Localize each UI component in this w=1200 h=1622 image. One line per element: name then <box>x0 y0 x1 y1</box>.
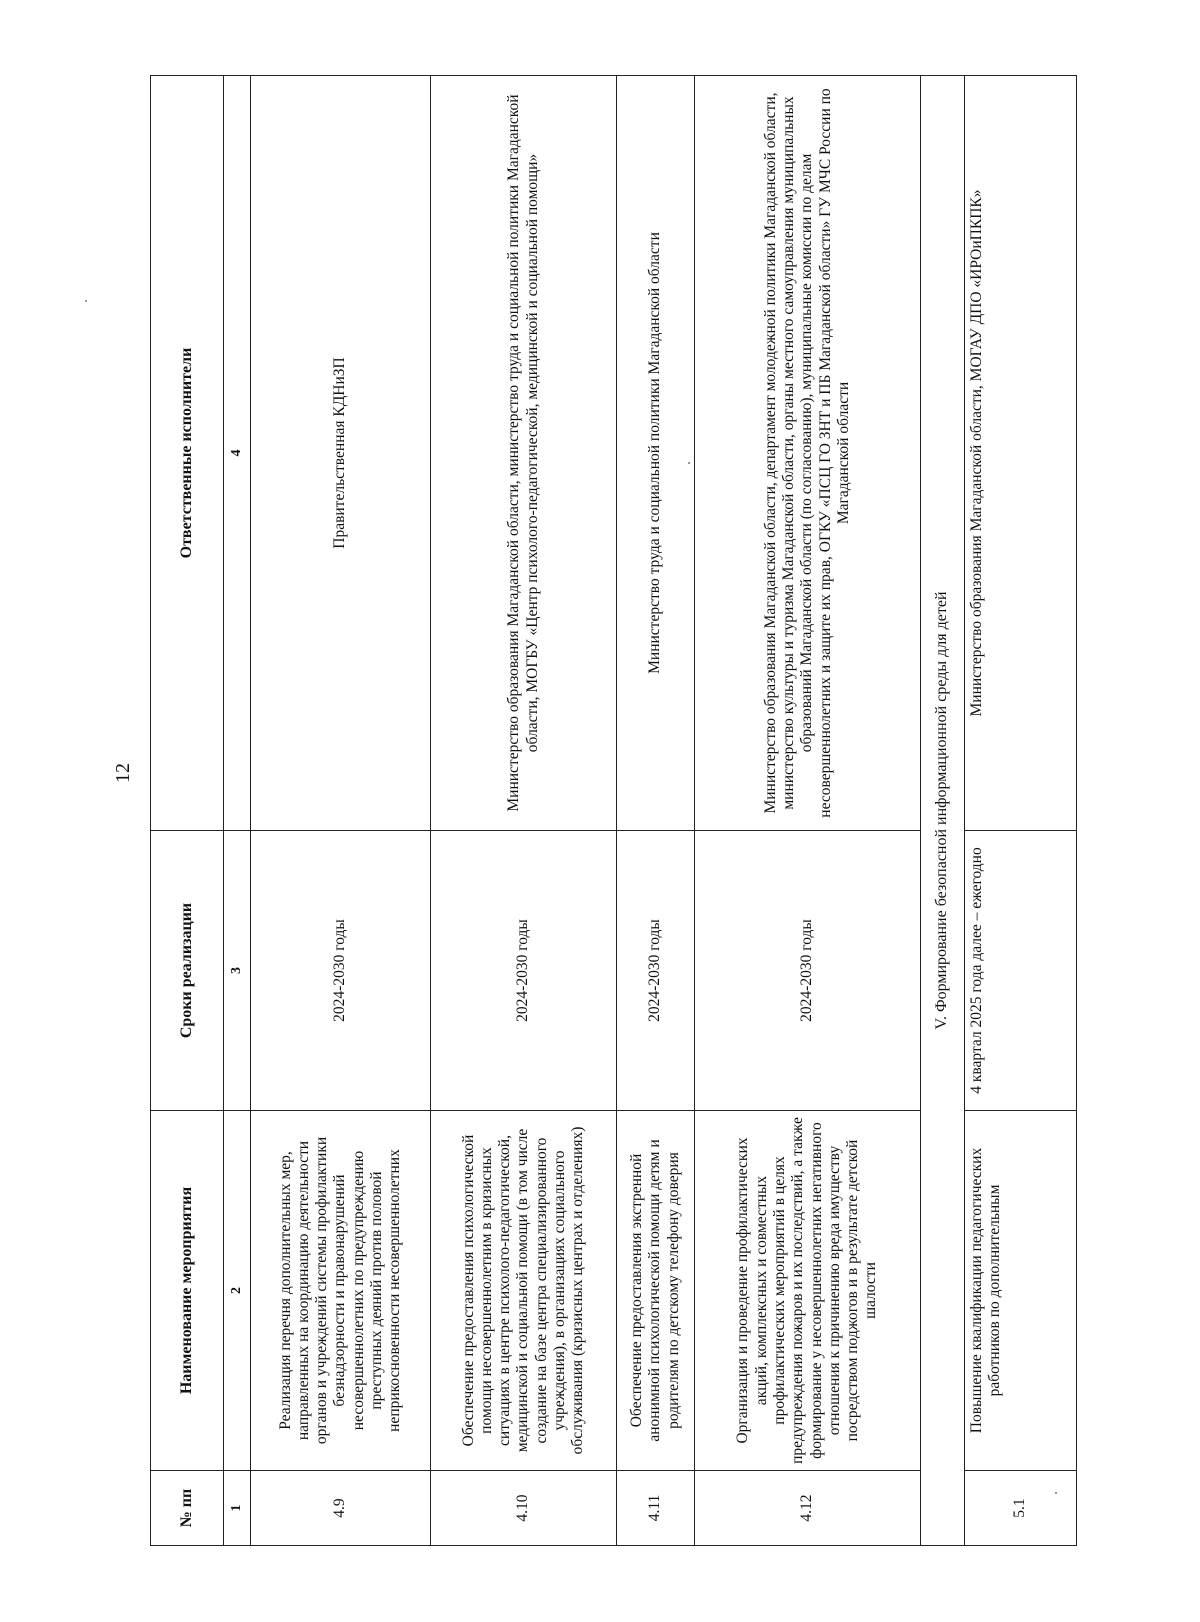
row-term: 2024-2030 годы <box>617 831 695 1111</box>
measures-table <box>150 75 1077 1546</box>
section-row <box>921 76 965 1546</box>
row-exec: Министерство образования Магаданской области, департамент молодежной политики Магаданской области, министерство культуры и туризма Магаданской области, органы местного самоуправления муниципальных образований Магаданской области (по согласованию), муниципальные комиссии по делам несовершеннолетних и защите их прав, ОГКУ «ПСЦ ГО ЗНТ и ПБ Магаданской области» ГУ МЧС России по Магаданской области <box>695 76 921 831</box>
row-exec: Министерство образования Магаданской области, МОГАУ ДПО «ИРОиПКПК» <box>965 76 1077 831</box>
rotated-table-wrapper <box>150 76 1076 1546</box>
page-number: 12 <box>112 763 134 783</box>
row-num: 4.12 <box>695 1471 921 1546</box>
table-row-4-12 <box>695 76 921 1546</box>
row-num: 4.10 <box>431 1471 617 1546</box>
table-row-4-9 <box>251 76 431 1546</box>
row-exec: Министерство труда и социальной политики Магаданской области <box>617 76 695 831</box>
table-row-4-11 <box>617 76 695 1546</box>
row-num: 4.9 <box>251 1471 431 1546</box>
column-number-row <box>224 76 251 1546</box>
header-row <box>151 76 224 1546</box>
scan-speck <box>688 462 690 464</box>
row-name: Организация и проведение профилактических акций, комплексных и совместных профилактических мероприятий в целях предупреждения пожаров и их последствий, а также формирование у несовершеннолетних негативного отношения к причинению вреда имуществу посредством поджогов и в результате детской шалости <box>695 1111 921 1471</box>
row-term: 2024-2030 годы <box>695 831 921 1111</box>
row-name: Обеспечение предоставления психологической помощи несовершеннолетним в кризисных ситуациях в центре психолого-педагогической, медицинской и социальной помощи (в том числе создание на базе центра специализированного учреждения), в организациях социального обслуживания (кризисных центрах и отделениях) <box>431 1111 617 1471</box>
row-name: Повышение квалификации педагогических работников по дополнительным <box>965 1111 1077 1471</box>
header-num: № пп <box>151 1471 224 1546</box>
table-row-4-10 <box>431 76 617 1546</box>
column-number-2: 2 <box>224 1111 251 1471</box>
column-number-3: 3 <box>224 831 251 1111</box>
row-term: 4 квартал 2025 года далее – ежегодно <box>965 831 1077 1111</box>
row-exec: Правительственная КДНиЗП <box>251 76 431 831</box>
row-term: 2024-2030 годы <box>431 831 617 1111</box>
row-name: Обеспечение предоставления экстренной анонимной психологической помощи детям и родителям по детскому телефону доверия <box>617 1111 695 1471</box>
table-row-5-1 <box>965 76 1077 1546</box>
row-num: 4.11 <box>617 1471 695 1546</box>
row-term: 2024-2030 годы <box>251 831 431 1111</box>
column-number-1: 1 <box>224 1471 251 1546</box>
section-title: V. Формирование безопасной информационной среды для детей <box>921 76 965 1546</box>
column-number-4: 4 <box>224 76 251 831</box>
row-num: 5.1 <box>965 1471 1077 1546</box>
header-term: Сроки реализации <box>151 831 224 1111</box>
scan-speck <box>85 300 87 302</box>
header-name: Наименование мероприятия <box>151 1111 224 1471</box>
header-exec: Ответственные исполнители <box>151 76 224 831</box>
row-name: Реализация перечня дополнительных мер, направленных на координацию деятельности органов и учреждений системы профилактики безнадзорности и правонарушений несовершеннолетних по предупреждению преступных деяний против половой неприкосновенности несовершеннолетних <box>251 1111 431 1471</box>
scan-speck <box>1055 1492 1057 1494</box>
row-exec: Министерство образования Магаданской области, министерство труда и социальной политики Магаданской области, МОГБУ «Центр психолого-педагогической, медицинской и социальной помощи» <box>431 76 617 831</box>
